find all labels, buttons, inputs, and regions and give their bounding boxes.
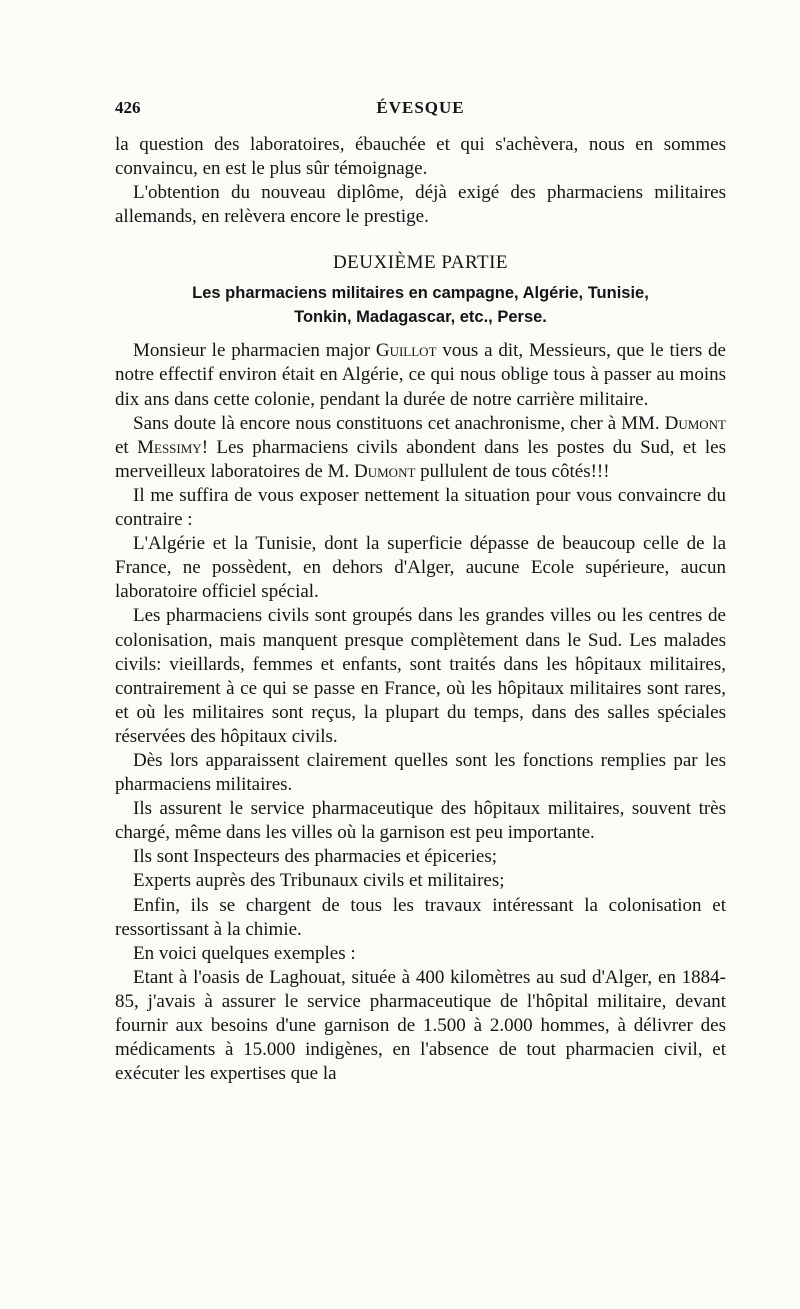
paragraph-exemples: En voici quelques exemples :: [133, 942, 356, 964]
paragraph-experts: Experts auprès des Tribunaux civils et militaires;: [133, 870, 505, 892]
text-run: et: [115, 436, 129, 458]
paragraph-pharmaciens-civils: Les pharmaciens civils sont groupés dans les grandes villes ou les centres de colonisation, mais manquent presque complètement dans le Sud. Les malades civils: vieillards, femmes et enfants, sont traités dans les hôpitaux militaires, contrairement à ce qui se passe en France, où les hôpitaux militaires sont rares, et où les militaires sont reçus, la plupart du temps, dans des salles spéciales réservées des hôpitaux civils.: [115, 605, 726, 747]
page-number: 426: [115, 98, 141, 117]
paragraph-colonisation: Enfin, ils se chargent de tous les travaux intéressant la colonisation et ressortissant à la chimie.: [115, 894, 726, 940]
paragraph-fonctions: Dès lors apparaissent clairement quelles sont les fonctions remplies par les pharmaciens militaires.: [115, 749, 726, 796]
section-subtitle-line-1: Les pharmaciens militaires en campagne, Algérie, Tunisie,: [192, 284, 649, 303]
paragraph-algerie-tunisie: L'Algérie et la Tunisie, dont la superficie dépasse de beaucoup celle de la France, ne possèdent, en dehors d'Alger, aucune Ecole supérieure, aucun laboratoire officiel spécial.: [115, 533, 726, 603]
paragraph-service-hopitaux: Ils assurent le service pharmaceutique des hôpitaux militaires, souvent très chargé, même dans les villes où la garnison est peu importante.: [115, 798, 726, 844]
paragraph-effectif: [115, 339, 726, 411]
text-run: Monsieur le pharmacien major: [133, 340, 371, 362]
paragraph-inspecteurs: Ils sont Inspecteurs des pharmacies et épiceries;: [133, 846, 498, 868]
person-name: Messimy: [137, 436, 202, 458]
text-run: Sans doute là encore nous constituons cet anachronisme, cher à MM.: [133, 412, 660, 434]
person-name: Dumont: [354, 460, 416, 482]
running-title: ÉVESQUE: [376, 98, 465, 117]
paragraph-laghouat: Etant à l'oasis de Laghouat, située à 400 kilomètres au sud d'Alger, en 1884-85, j'avais à assurer le service pharmaceutique de l'hôpital militaire, devant fournir aux besoins d'une garnison de 1.500 à 2.000 hommes, à délivrer des médicaments à 15.000 indigènes, en l'absence de tout pharmacien civil, et exécuter les expertises que la: [115, 966, 726, 1085]
page-content: [115, 133, 726, 1086]
page-header: [115, 98, 726, 122]
paragraph-continued: la question des laboratoires, ébauchée et qui s'achèvera, nous en sommes convaincu, en est le plus sûr témoignage.: [115, 134, 726, 180]
paragraph-anachronisme: [115, 412, 726, 484]
person-name: Guillot: [375, 340, 437, 362]
section-title: DEUXIÈME PARTIE: [332, 252, 509, 274]
section-subtitle: [115, 281, 726, 329]
text-run: pullulent de tous côtés!!!: [420, 460, 610, 482]
text-run: ! Les pharmaciens civils abondent dans les postes du Sud, et les merveilleux laboratoires de M.: [115, 436, 727, 482]
person-name: Dumont: [664, 412, 726, 434]
paragraph-diploma: L'obtention du nouveau diplôme, déjà exigé des pharmaciens militaires allemands, en relèvera encore le prestige.: [115, 182, 726, 228]
paragraph-situation: Il me suffira de vous exposer nettement la situation pour vous convaincre du contraire :: [115, 484, 726, 531]
text-run: vous a dit, Messieurs, que le tiers de notre effectif environ était en Algérie, ce qui nous oblige tous à passer au moins dix ans dans cette colonie, pendant la durée de notre carrière militaire.: [115, 340, 726, 410]
section-subtitle-line-2: Tonkin, Madagascar, etc., Perse.: [294, 308, 547, 327]
